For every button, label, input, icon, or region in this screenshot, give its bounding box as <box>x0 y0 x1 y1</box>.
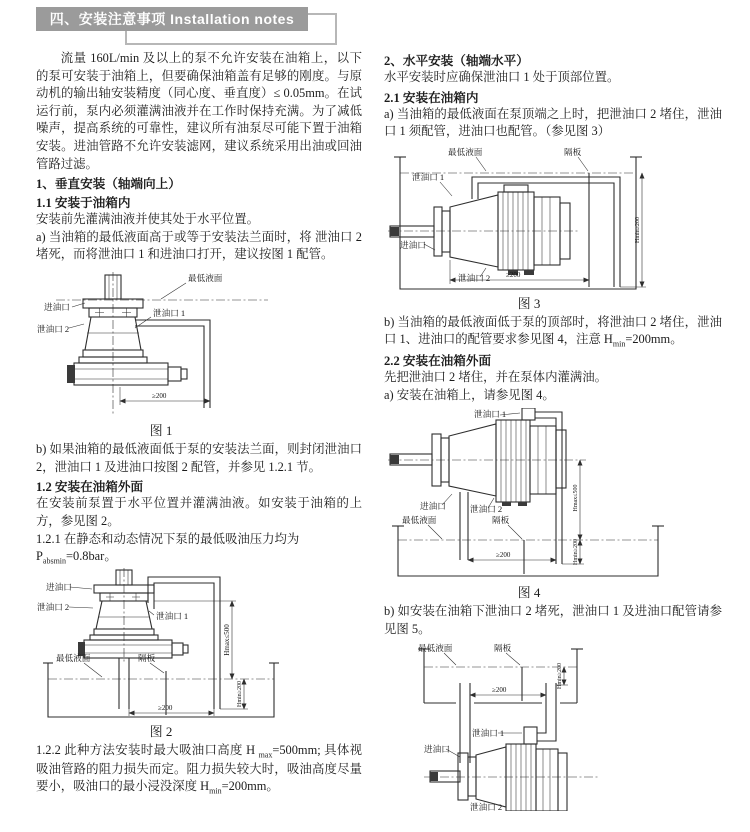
para-intro: 流量 160L/min 及以上的泵不允许安装在油箱上，以下的泵可安装于油箱上，但要确保油箱盖有足够的刚度。与原动机的输出轴安装精度（同心度、垂直度）≤ 0.05mm。在试运行前，泵内必须灌满油液并在工作时保持充满。为了减低噪声，提高系统的可靠性，建议所有油泵尽可能下置于油箱安装。进油管路不允许安装滤网，建议系统采用出油或回油管路过滤。 <box>36 51 362 171</box>
figure-2-caption: 图 2 <box>149 723 173 739</box>
figure-3 <box>384 147 674 312</box>
formula-sub: absmin <box>42 556 67 566</box>
para-1-2-intro: 在安装前泵置于水平位置并灌满油液。如安装于油箱的上方，参见图 2。 <box>36 496 362 528</box>
figure-5-label-drain2: 泄油口 2 <box>470 801 503 811</box>
para-2-1-b <box>384 314 722 350</box>
figure-4-label-inlet: 进油口 <box>420 501 446 512</box>
figure-4-label-drain2: 泄油口 2 <box>470 504 503 515</box>
figure-2-dim-hmin: Hmin≥200 <box>237 680 243 707</box>
figure-3-label-drain2: 泄油口 2 <box>458 272 491 283</box>
figure-1-dim-200: ≥200 <box>152 392 167 401</box>
figure-5-label-inlet: 进油口 <box>424 743 450 754</box>
figure-5-label-drain1: 泄油口 1 <box>472 727 505 738</box>
figure-2-dim-hmax: Hmax≤500 <box>223 624 231 656</box>
figure-2 <box>36 567 286 740</box>
figure-4-label-baffle: 隔板 <box>492 515 510 526</box>
right-column <box>384 50 722 813</box>
para-formula-pabsmin <box>36 548 362 567</box>
para-2-2-intro: 先把泄油口 2 堵住，并在泵体内灌满油。 <box>384 370 608 385</box>
figure-1-caption: 图 1 <box>149 423 173 439</box>
heading-2-2: 2.2 安装在油箱外面 <box>384 354 492 369</box>
para-1-2-2 <box>36 742 362 797</box>
figure-3-dim-hmin: Hmin≥200 <box>635 216 641 243</box>
figure-4-dim-hmin: Hmin≥200 <box>573 539 579 566</box>
para-1-2-1: 1.2.1 在静态和动态情况下泵的最低吸油压力均为 <box>36 531 300 546</box>
figure-3-dim-200: ≥200 <box>506 270 521 279</box>
para-1-2-2-seg: =500mm; 具体视吸油管路的阻力损失而定。阻力损失较大时，吸油高度尽量要小，吸油口的最小浸没深度 H <box>36 742 362 794</box>
para-1-2-2-seg: 1.2.2 此种方法安装时最大吸油口高度 H <box>36 742 259 757</box>
figure-1-label-drain1: 泄油口 1 <box>153 308 186 319</box>
para-1-2-2-sub: max <box>258 750 273 760</box>
figure-5-label-min-level: 最低液面 <box>418 642 453 653</box>
figure-5-dim-200: ≥200 <box>492 685 507 694</box>
figure-2-label-drain2: 泄油口 2 <box>37 601 70 612</box>
figure-4-label-min-level: 最低液面 <box>402 515 437 526</box>
figure-4-caption: 图 4 <box>517 585 541 601</box>
heading-2-1: 2.1 安装在油箱内 <box>384 90 479 105</box>
heading-horizontal-install: 2、水平安装（轴端水平） <box>384 54 529 68</box>
section-title-zh: 四、安装注意事项 <box>49 11 166 27</box>
figure-1-label-min-level: 最低液面 <box>188 273 223 284</box>
para-1-1-a: a) 当油箱的最低液面高于或等于安装法兰面时，将 泄油口 2 堵死，而将泄油口 1 和进油口打开，建议按图 1 配管。 <box>36 229 362 262</box>
figure-3-label-inlet: 进油口 <box>400 239 426 250</box>
figure-2-label-min-level: 最低液面 <box>56 652 91 663</box>
figure-4-label-drain1: 泄油口 1 <box>474 409 507 420</box>
figure-4-drawing <box>384 408 674 580</box>
para-2-1-b-seg: b) 当油箱的最低液面低于泵的顶部时，将泄油口 2 堵住，泄油口 1、进油口的配管要求参见图 4，注意 H <box>384 314 722 347</box>
para-2-1-b-sub: min <box>612 339 626 349</box>
para-2-1-b-seg: =200mm。 <box>625 332 683 347</box>
section-header <box>36 7 308 31</box>
figure-1-label-drain2: 泄油口 2 <box>37 324 70 335</box>
figure-3-caption: 图 3 <box>517 295 541 311</box>
figure-3-label-min-level: 最低液面 <box>448 146 483 157</box>
figure-2-label-drain1: 泄油口 1 <box>156 610 189 621</box>
figure-5-label-baffle: 隔板 <box>494 642 512 653</box>
figure-1 <box>36 270 286 439</box>
heading-1-2: 1.2 安装在油箱外面 <box>36 480 144 495</box>
formula-base: P <box>36 549 43 564</box>
para-1-2-2-seg: =200mm。 <box>221 779 279 794</box>
figure-3-label-baffle: 隔板 <box>564 146 582 157</box>
formula-rest: =0.8bar。 <box>66 549 117 564</box>
figure-2-drawing <box>36 567 286 719</box>
figure-5-dim-hmin: Hmin≥200 <box>557 662 563 689</box>
para-2-intro: 水平安装时应确保泄油口 1 处于顶部位置。 <box>384 70 620 84</box>
para-2-2-b-seg: b) 如安装在油箱下泄油口 2 堵死，泄油口 1 及进油口配管请参见图 5。 <box>384 604 722 637</box>
figure-3-drawing <box>384 147 674 291</box>
figure-1-label-inlet: 进油口 <box>44 302 70 313</box>
left-column <box>36 50 362 797</box>
figure-2-label-inlet: 进油口 <box>46 581 72 592</box>
heading-vertical-install: 1、垂直安装（轴端向上） <box>36 177 181 192</box>
heading-1-1: 1.1 安装于油箱内 <box>36 196 131 211</box>
section-title-en: Installation notes <box>170 11 295 27</box>
figure-2-dim-200: ≥200 <box>158 703 173 712</box>
para-2-2-a: a) 安装在油箱上，请参见图 4。 <box>384 387 555 402</box>
figure-5-drawing <box>384 641 684 811</box>
para-2-1-a: a) 当油箱的最低液面在泵顶端之上时，把泄油口 2 堵住，泄油口 1 须配管，进油口也配管。（参见图 3） <box>384 106 722 139</box>
para-1-1-intro: 安装前先灌满油液并使其处于水平位置。 <box>36 212 260 227</box>
figure-4-dim-hmax: Hmax≤500 <box>573 485 579 512</box>
figure-5 <box>384 641 684 811</box>
figure-3-label-drain1: 泄油口 1 <box>412 171 445 182</box>
para-1-2-2-sub: min <box>209 786 222 796</box>
para-1-1-b: b) 如果油箱的最低液面低于泵的安装法兰面，则封闭泄油口 2，泄油口 1 及进油口按图 2 配管，并参见 1.2.1 节。 <box>36 442 362 474</box>
figure-2-label-baffle: 隔板 <box>138 652 156 663</box>
figure-4 <box>384 408 674 601</box>
figure-1-drawing <box>36 270 286 418</box>
para-2-2-b <box>384 603 722 638</box>
figure-4-dim-200: ≥200 <box>496 551 511 560</box>
